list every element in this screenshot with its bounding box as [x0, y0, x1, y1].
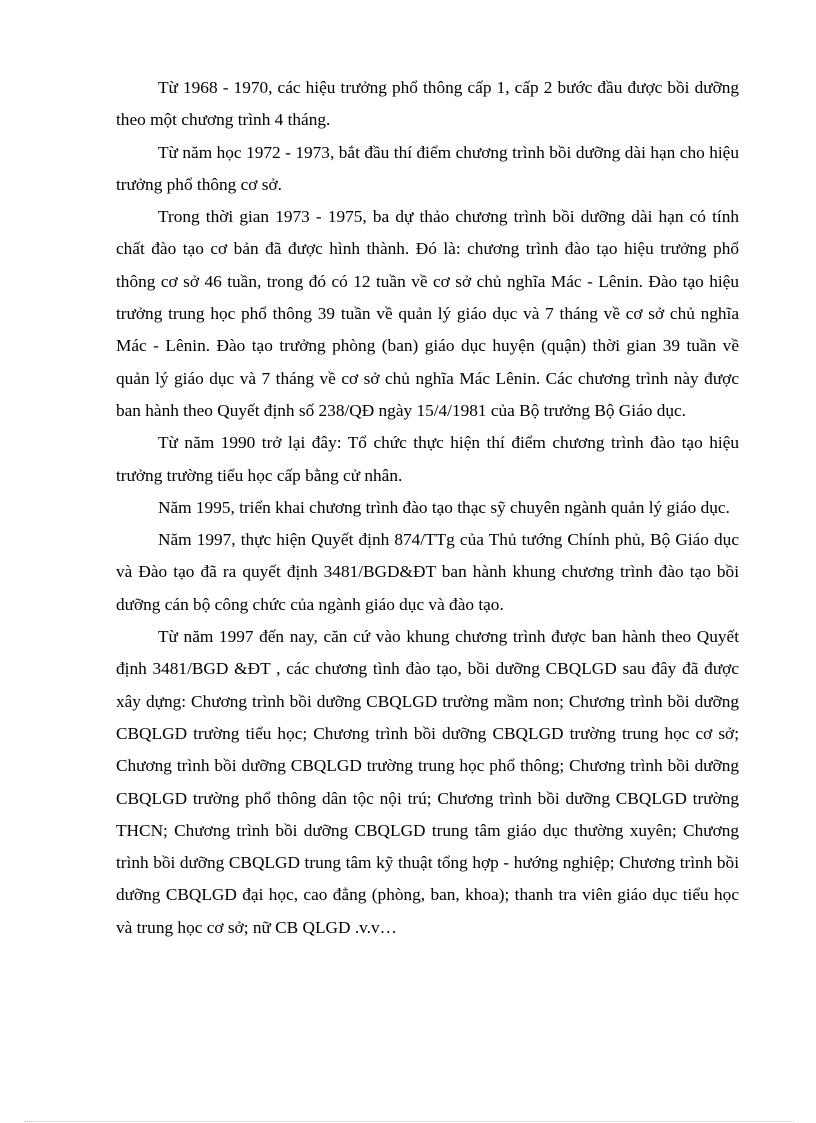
paragraph-1990: Từ năm 1990 trở lại đây: Tổ chức thực hiện thí điểm chương trình đào tạo hiệu trưởng trường tiểu học cấp bằng cử nhân.	[116, 433, 739, 485]
paragraph-1995: Năm 1995, triển khai chương trình đào tạo thạc sỹ chuyên ngành quản lý giáo dục.	[158, 497, 730, 517]
page-bottom-divider	[24, 1121, 794, 1122]
paragraph-1968-1970: Từ 1968 - 1970, các hiệu trưởng phổ thông cấp 1, cấp 2 bước đầu được bồi dưỡng theo một chương trình 4 tháng.	[116, 78, 739, 130]
document-body	[116, 72, 739, 944]
paragraph-1972-1973: Từ năm học 1972 - 1973, bắt đầu thí điểm chương trình bồi dưỡng dài hạn cho hiệu trưởng phổ thông cơ sở.	[116, 142, 739, 194]
paragraph-1997: Năm 1997, thực hiện Quyết định 874/TTg của Thủ tướng Chính phủ, Bộ Giáo dục và Đào tạo đã ra quyết định 3481/BGD&ĐT ban hành khung chương trình đào tạo bồi dưỡng cán bộ công chức của ngành giáo dục và đào tạo.	[116, 530, 739, 614]
paragraph-1997-to-now: Từ năm 1997 đến nay, căn cứ vào khung chương trình được ban hành theo Quyết định 3481/BGD &ĐT , các chương tình đào tạo, bồi dưỡng CBQLGD sau đây đã được xây dựng: Chương trình bồi dưỡng CBQLGD trường mầm non; Chương trình bồi dưỡng CBQLGD trường tiểu học; Chương trình bồi dưỡng CBQLGD trường trung học cơ sở; Chương trình bồi dưỡng CBQLGD trường trung học phổ thông; Chương trình bồi dưỡng CBQLGD trường phổ thông dân tộc nội trú; Chương trình bồi dưỡng CBQLGD trường THCN; Chương trình bồi dưỡng CBQLGD trung tâm giáo dục thường xuyên; Chương trình bồi dưỡng CBQLGD trung tâm kỹ thuật tổng hợp - hướng nghiệp; Chương trình bồi dưỡng CBQLGD đại học, cao đẳng (phòng, ban, khoa); thanh tra viên giáo dục tiểu học và trung học cơ sở; nữ CB QLGD .v.v…	[116, 627, 739, 937]
paragraph-1973-1975: Trong thời gian 1973 - 1975, ba dự thảo chương trình bồi dưỡng dài hạn có tính chất đào tạo cơ bản đã được hình thành. Đó là: chương trình đào tạo hiệu trưởng phổ thông cơ sở 46 tuần, trong đó có 12 tuần về cơ sở chủ nghĩa Mác - Lênin. Đào tạo hiệu trưởng trung học phổ thông 39 tuần về quản lý giáo dục và 7 tháng về cơ sở chủ nghĩa Mác - Lênin. Đào tạo trưởng phòng (ban) giáo dục huyện (quận) thời gian 39 tuần về quản lý giáo dục và 7 tháng về cơ sở chủ nghĩa Mác Lênin. Các chương trình này được ban hành theo Quyết định số 238/QĐ ngày 15/4/1981 của Bộ trưởng Bộ Giáo dục.	[116, 207, 739, 420]
